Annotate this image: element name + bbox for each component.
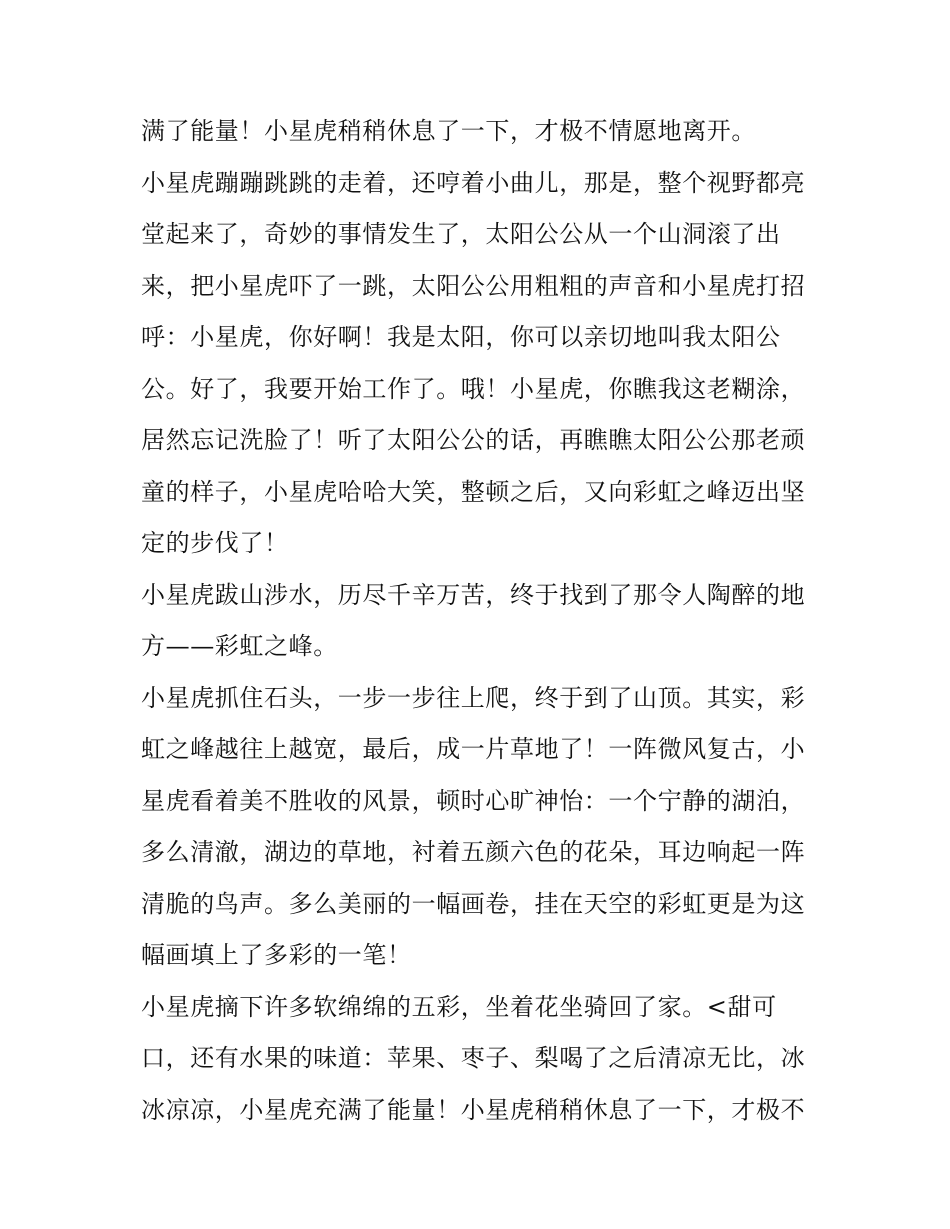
text-line: 呼：小星虎，你好啊！我是太阳，你可以亲切地叫我太阳公 (141, 323, 781, 351)
text-line: 小星虎抓住石头，一步一步往上爬，终于到了山顶。其实，彩 (141, 683, 806, 712)
text-line: 来，把小星虎吓了一跳，太阳公公用粗粗的声音和小星虎打招 (141, 271, 806, 300)
text-line: 清脆的鸟声。多么美丽的一幅画卷，挂在天空的彩虹更是为这 (141, 889, 806, 918)
text-line: 幅画填上了多彩的一笔！ (141, 941, 412, 969)
text-line: 方——彩虹之峰。 (141, 632, 338, 660)
text-line: 口，还有水果的味道：苹果、枣子、梨喝了之后清凉无比，冰 (141, 1044, 806, 1072)
text-line: 居然忘记洗脸了！听了太阳公公的话，再瞧瞧太阳公公那老顽 (141, 426, 806, 454)
text-line: 堂起来了，奇妙的事情发生了，太阳公公从一个山洞滚了出 (141, 220, 781, 248)
text-line: 童的样子，小星虎哈哈大笑，整顿之后，又向彩虹之峰迈出坚 (141, 477, 806, 506)
text-line: 满了能量！小星虎稍稍休息了一下，才极不情愿地离开。 (141, 117, 756, 145)
text-line: 定的步伐了！ (141, 529, 289, 557)
text-line: 小星虎跋山涉水，历尽千辛万苦，终于找到了那令人陶醉的地 (141, 580, 806, 609)
text-line: 小星虎蹦蹦跳跳的走着，还哼着小曲儿，那是，整个视野都亮 (141, 168, 806, 197)
text-line: 多么清澈，湖边的草地，衬着五颜六色的花朵，耳边响起一阵 (141, 838, 806, 866)
text-line: 小星虎摘下许多软绵绵的五彩，坐着花坐骑回了家。<甜可 (141, 992, 777, 1021)
text-line: 公。好了，我要开始工作了。哦！小星虎，你瞧我这老糊涂， (141, 374, 806, 403)
text-line: 星虎看着美不胜收的风景，顿时心旷神怡：一个宁静的湖泊， (141, 786, 806, 815)
text-line: 冰凉凉，小星虎充满了能量！小星虎稍稍休息了一下，才极不 (141, 1095, 806, 1124)
text-line: 虹之峰越往上越宽，最后，成一片草地了！一阵微风复古，小 (141, 735, 806, 763)
body-text (141, 106, 821, 1136)
